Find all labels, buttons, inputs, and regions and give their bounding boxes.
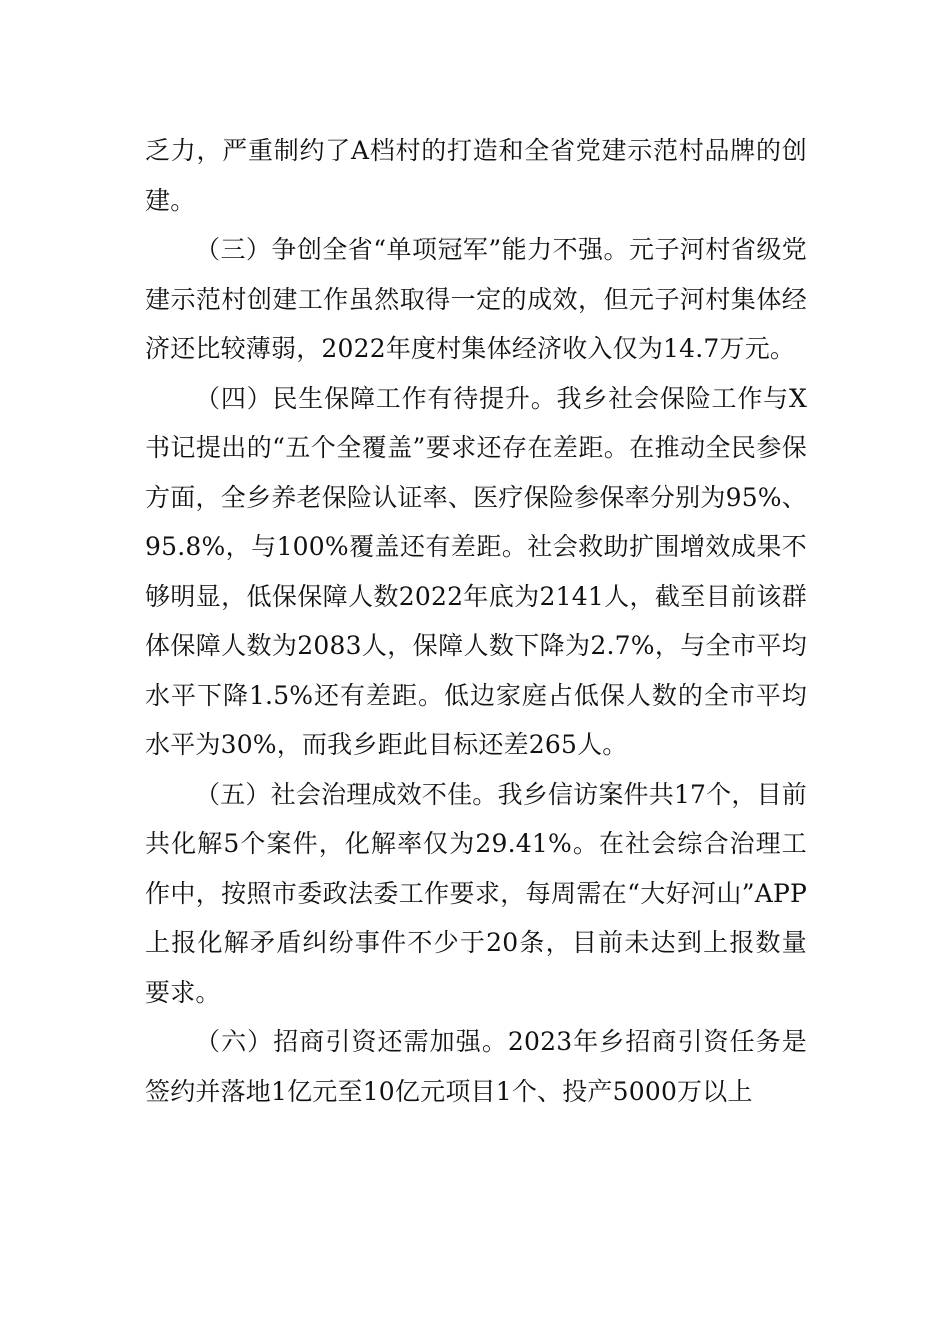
paragraph-section-6: （六）招商引资还需加强。2023年乡招商引资任务是签约并落地1亿元至10亿元项目1个、投产5000万以上 (145, 1027, 807, 1106)
document-body (145, 126, 807, 1116)
paragraph-section-5: （五）社会治理成效不佳。我乡信访案件共17个，目前共化解5个案件，化解率仅为29.41%。在社会综合治理工作中，按照市委政法委工作要求，每周需在“大好河山”APP上报化解矛盾纠纷事件不少于20条，目前未达到上报数量要求。 (145, 779, 807, 1007)
paragraph-continuation: 乏力，严重制约了A档村的打造和全省党建示范村品牌的创建。 (145, 136, 807, 215)
paragraph-section-4: （四）民生保障工作有待提升。我乡社会保险工作与X书记提出的“五个全覆盖”要求还存在差距。在推动全民参保方面，全乡养老保险认证率、医疗保险参保率分别为95%、95.8%，与100%覆盖还有差距。社会救助扩围增效成果不够明显，低保保障人数2022年底为2141人，截至目前该群体保障人数为2083人，保障人数下降为2.7%，与全市平均水平下降1.5%还有差距。低边家庭占低保人数的全市平均水平为30%，而我乡距此目标还差265人。 (145, 383, 807, 759)
paragraph-section-3: （三）争创全省“单项冠军”能力不强。元子河村省级党建示范村创建工作虽然取得一定的成效，但元子河村集体经济还比较薄弱，2022年度村集体经济收入仅为14.7万元。 (145, 235, 807, 363)
